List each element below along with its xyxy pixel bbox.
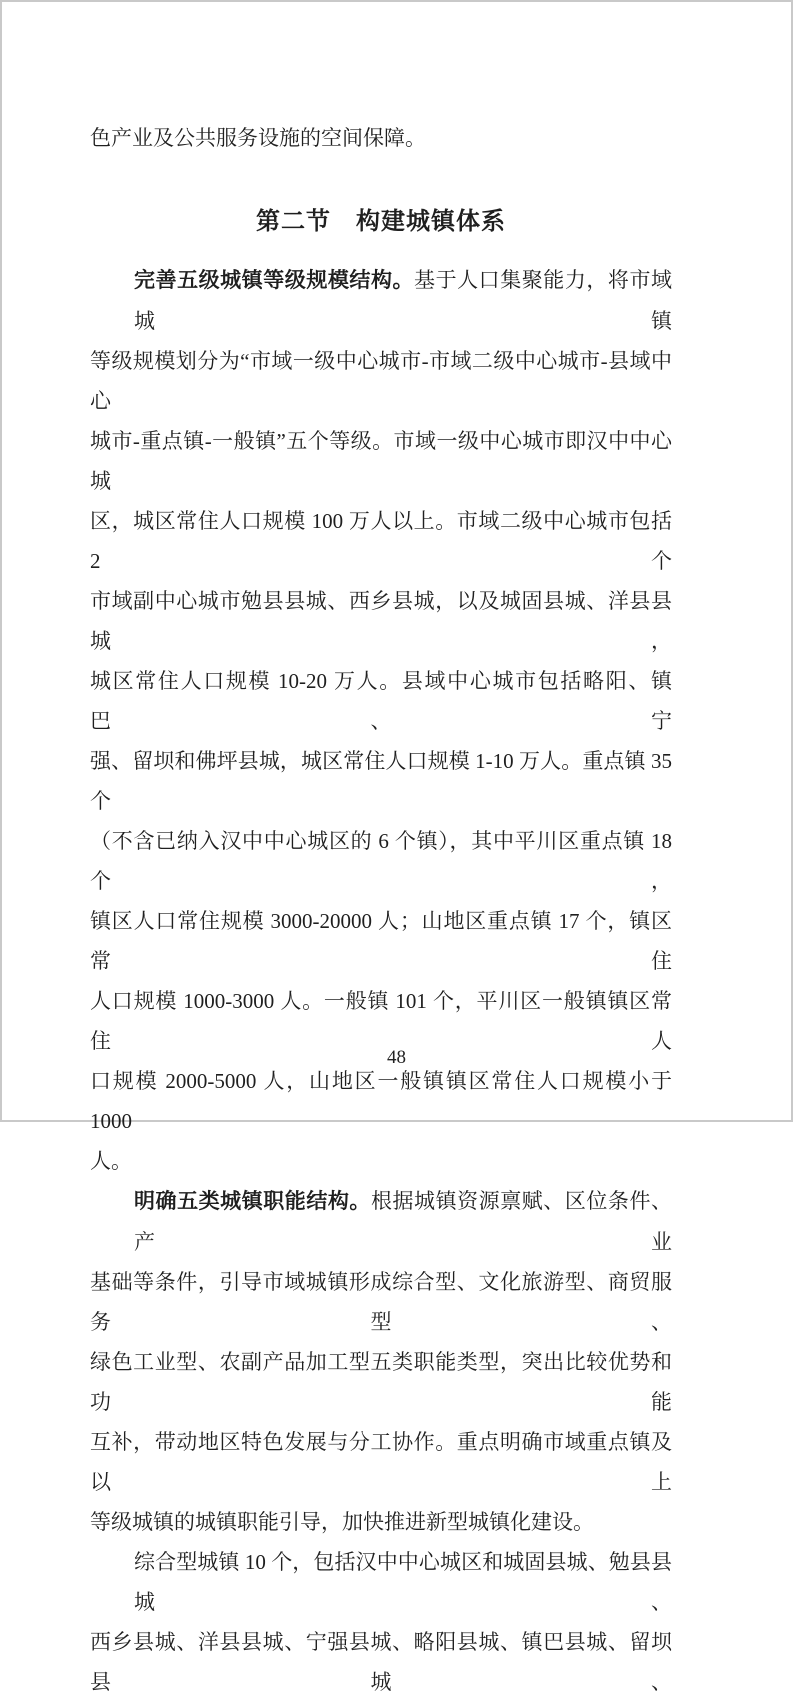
page-number: 48 bbox=[387, 1047, 406, 1068]
text-line: 互补，带动地区特色发展与分工协作。重点明确市域重点镇及以上 bbox=[90, 1430, 672, 1494]
text-line: 绿色工业型、农副产品加工型五类职能类型，突出比较优势和功能 bbox=[90, 1350, 672, 1414]
paragraph bbox=[90, 1542, 672, 1702]
text-line: 人口规模 1000-3000 人。一般镇 101 个，平川区一般镇镇区常住人 bbox=[90, 989, 672, 1053]
page-body bbox=[90, 118, 672, 1702]
paragraph bbox=[90, 260, 672, 1181]
text-line: 基础等条件，引导市域城镇形成综合型、文化旅游型、商贸服务型、 bbox=[90, 1270, 672, 1334]
text-line: 镇区人口常住规模 3000-20000 人；山地区重点镇 17 个，镇区常住 bbox=[90, 909, 672, 973]
text-line: 人。 bbox=[90, 1149, 132, 1173]
text-line: 完善五级城镇等级规模结构。基于人口集聚能力，将市域城镇 bbox=[134, 268, 673, 333]
text-line: 等级规模划分为“市域一级中心城市-市域二级中心城市-县域中心 bbox=[90, 349, 672, 413]
paragraph bbox=[90, 1181, 672, 1542]
body-paragraphs bbox=[90, 260, 672, 1702]
text-line: 口规模 2000-5000 人，山地区一般镇镇区常住人口规模小于 1000 bbox=[90, 1069, 672, 1133]
text-line: 城区常住人口规模 10-20 万人。县域中心城市包括略阳、镇巴、宁 bbox=[90, 669, 672, 733]
text-line: 综合型城镇 10 个，包括汉中中心城区和城固县城、勉县县城、 bbox=[134, 1550, 672, 1614]
text-line: 市域副中心城市勉县县城、西乡县城，以及城固县城、洋县县城， bbox=[90, 589, 672, 653]
bold-lead-in: 明确五类城镇职能结构。 bbox=[134, 1190, 371, 1213]
text-line: 等级城镇的城镇职能引导，加快推进新型城镇化建设。 bbox=[90, 1510, 594, 1534]
text-line: （不含已纳入汉中中心城区的 6 个镇），其中平川区重点镇 18 个， bbox=[90, 829, 672, 893]
text-line: 城市-重点镇-一般镇”五个等级。市域一级中心城市即汉中中心城 bbox=[90, 429, 672, 493]
text-line: 明确五类城镇职能结构。根据城镇资源禀赋、区位条件、产业 bbox=[134, 1189, 673, 1254]
text-line: 区，城区常住人口规模 100 万人以上。市域二级中心城市包括 2 个 bbox=[90, 509, 672, 573]
section-heading: 第二节 构建城镇体系 bbox=[256, 208, 506, 235]
bold-lead-in: 完善五级城镇等级规模结构。 bbox=[134, 269, 415, 292]
text-line: 西乡县城、洋县县城、宁强县城、略阳县城、镇巴县城、留坝县城、 bbox=[90, 1630, 672, 1694]
paragraph-continuation-line: 色产业及公共服务设施的空间保障。 bbox=[90, 126, 426, 150]
text-line: 强、留坝和佛坪县城，城区常住人口规模 1-10 万人。重点镇 35 个 bbox=[90, 749, 672, 813]
